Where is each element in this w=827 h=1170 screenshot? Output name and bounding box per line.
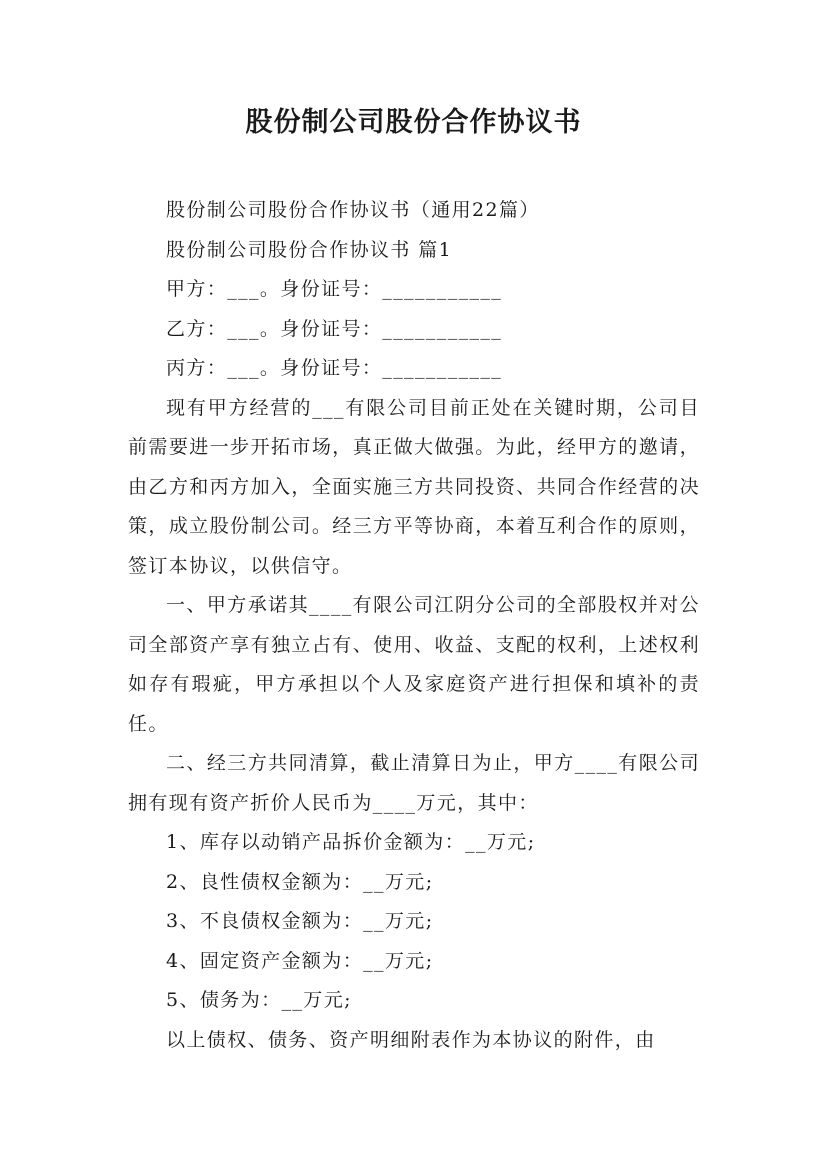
party-b-line: 乙方：___。身份证号：___________ xyxy=(166,317,503,340)
document-body xyxy=(128,191,700,1060)
party-a-line: 甲方：___。身份证号：___________ xyxy=(166,278,503,300)
asset-item-3: 3、不良债权金额为：__万元; xyxy=(166,910,434,932)
party-c-line: 丙方：___。身份证号：___________ xyxy=(166,357,503,379)
section-heading: 股份制公司股份合作协议书 篇1 xyxy=(166,238,453,261)
clause-two-paragraph: 二、经三方共同清算，截止清算日为止，甲方____有限公司拥有现有资产折价人民币为____万元，其中： xyxy=(128,752,700,814)
asset-item-2: 2、良性债权金额为：__万元; xyxy=(166,870,434,893)
clause-one-paragraph: 一、甲方承诺其____有限公司江阴分公司的全部股权并对公司全部资产享有独立占有、使用、收益、支配的权利，上述权利如存有瑕疵，甲方承担以个人及家庭资产进行担保和填补的责任。 xyxy=(128,594,700,735)
document-title: 股份制公司股份合作协议书 xyxy=(245,107,582,138)
asset-item-1: 1、库存以动销产品拆价金额为：__万元; xyxy=(166,831,536,853)
intro-paragraph: 现有甲方经营的___有限公司目前正处在关键时期，公司目前需要进一步开拓市场，真正做大做强。为此，经甲方的邀请，由乙方和丙方加入，全面实施三方共同投资、共同合作经营的决策，成立股份制公司。经三方平等协商，本着互利合作的原则，签订本协议，以供信守。 xyxy=(128,396,700,577)
closing-line: 以上债权、债务、资产明细附表作为本协议的附件，由 xyxy=(166,1028,656,1051)
asset-item-5: 5、债务为：__万元; xyxy=(166,989,352,1011)
document-subtitle: 股份制公司股份合作协议书（通用22篇） xyxy=(166,199,540,221)
asset-item-4: 4、固定资产金额为：__万元; xyxy=(166,949,434,972)
